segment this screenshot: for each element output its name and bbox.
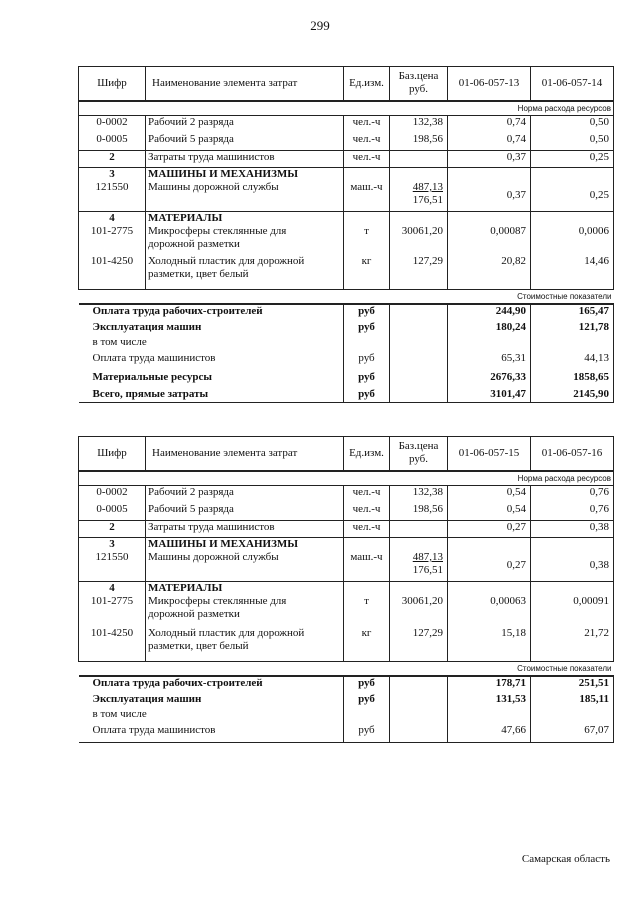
cost-value-2: 121,78 bbox=[531, 321, 614, 336]
row-price: 198,56 bbox=[390, 133, 448, 150]
cost-unit: руб bbox=[344, 388, 390, 403]
row-price bbox=[390, 551, 448, 581]
row-code: 0-0002 bbox=[79, 485, 146, 503]
row-code: 101-2775 bbox=[79, 595, 146, 627]
cost-name: Оплата труда машинистов bbox=[79, 724, 344, 743]
table-row bbox=[79, 595, 614, 627]
footer-region: Самарская область bbox=[521, 853, 610, 865]
section-row bbox=[79, 167, 614, 181]
section-code: 4 bbox=[79, 211, 146, 225]
row-value-1: 0,37 bbox=[448, 181, 531, 211]
row-price: 30061,20 bbox=[390, 595, 448, 627]
cost-name: Материальные ресурсы bbox=[92, 370, 212, 383]
row-price bbox=[390, 520, 448, 537]
cost-caption: Стоимостные показатели bbox=[79, 289, 614, 304]
row-value-1: 0,37 bbox=[448, 150, 531, 167]
cost-value-1: 244,90 bbox=[448, 304, 531, 321]
row-code: 0-0002 bbox=[79, 115, 146, 133]
table-row bbox=[79, 255, 614, 289]
header-unit: Ед.изм. bbox=[344, 67, 390, 101]
row-unit: чел.-ч bbox=[344, 115, 390, 133]
text-line: дорожной разметки bbox=[148, 238, 240, 250]
row-unit: чел.-ч bbox=[344, 503, 390, 520]
header-unit: Ед.изм. bbox=[344, 437, 390, 471]
text-line: 487,13 bbox=[412, 181, 443, 193]
cost-value-2: 185,11 bbox=[531, 693, 614, 708]
row-name: Рабочий 2 разряда bbox=[146, 485, 344, 503]
cost-caption: Стоимостные показатели bbox=[79, 661, 614, 676]
cost-value-1: 65,31 bbox=[448, 352, 531, 371]
page-number: 299 bbox=[310, 18, 330, 33]
row-price: 132,38 bbox=[390, 115, 448, 133]
row-name: Рабочий 2 разряда bbox=[146, 115, 344, 133]
table-row bbox=[79, 485, 614, 503]
row-code: 0-0005 bbox=[79, 133, 146, 150]
row-value-1: 0,74 bbox=[448, 115, 531, 133]
cost-row bbox=[79, 304, 614, 321]
row-value-2: 0,50 bbox=[531, 133, 614, 150]
cost-row bbox=[79, 371, 614, 388]
row-value-1: 0,54 bbox=[448, 485, 531, 503]
row-price: 127,29 bbox=[390, 627, 448, 661]
text-line: разметки, цвет белый bbox=[148, 640, 249, 652]
cost-unit: руб bbox=[344, 371, 390, 388]
row-value-2: 0,76 bbox=[531, 503, 614, 520]
row-value-1: 0,27 bbox=[448, 551, 531, 581]
cost-value-1: 3101,47 bbox=[448, 388, 531, 403]
cost-row bbox=[79, 352, 614, 371]
header-price bbox=[390, 67, 448, 101]
table-row bbox=[79, 115, 614, 133]
cost-value-2: 44,13 bbox=[531, 352, 614, 371]
row-price: 30061,20 bbox=[390, 225, 448, 255]
row-name: Затраты труда машинистов bbox=[146, 150, 344, 167]
cost-unit: руб bbox=[344, 693, 390, 708]
cost-name: в том числе bbox=[92, 707, 147, 720]
header-price bbox=[390, 437, 448, 471]
cost-name: Всего, прямые затраты bbox=[79, 388, 344, 403]
section-title: МАТЕРИАЛЫ bbox=[146, 211, 344, 225]
row-name bbox=[146, 627, 344, 661]
header-col1: 01-06-057-15 bbox=[448, 437, 531, 471]
section-row bbox=[79, 537, 614, 551]
row-unit: маш.-ч bbox=[344, 181, 390, 211]
cost-name: Оплата труда рабочих-строителей bbox=[92, 304, 263, 317]
table-row bbox=[79, 133, 614, 150]
cost-value-2: 1858,65 bbox=[531, 371, 614, 388]
row-unit: кг bbox=[344, 255, 390, 289]
cost-name: Оплата труда машинистов bbox=[92, 351, 216, 364]
cost-value-2: 2145,90 bbox=[531, 388, 614, 403]
row-code: 101-4250 bbox=[79, 255, 146, 289]
row-value-1: 0,00063 bbox=[448, 595, 531, 627]
resource-table-2 bbox=[78, 436, 614, 743]
cost-row bbox=[79, 724, 614, 743]
header-name: Наименование элемента затрат bbox=[146, 437, 344, 471]
row-unit: кг bbox=[344, 627, 390, 661]
cost-row bbox=[79, 676, 614, 693]
text-line: Холодный пластик для дорожной bbox=[148, 627, 305, 639]
cost-name: в том числе bbox=[92, 335, 147, 348]
row-name: Рабочий 5 разряда bbox=[146, 503, 344, 520]
text-line: разметки, цвет белый bbox=[148, 268, 249, 280]
header-col2: 01-06-057-14 bbox=[531, 67, 614, 101]
cost-name: Оплата труда рабочих-строителей bbox=[92, 676, 263, 689]
table-row bbox=[79, 520, 614, 537]
row-value-2: 0,0006 bbox=[531, 225, 614, 255]
cost-value-1: 131,53 bbox=[448, 693, 531, 708]
section-title: МАШИНЫ И МЕХАНИЗМЫ bbox=[146, 167, 344, 181]
row-unit: чел.-ч bbox=[344, 485, 390, 503]
row-value-2: 0,00091 bbox=[531, 595, 614, 627]
rate-caption: Норма расхода ресурсов bbox=[79, 101, 614, 116]
section-row bbox=[79, 211, 614, 225]
cost-unit: руб bbox=[344, 676, 390, 693]
row-name bbox=[146, 255, 344, 289]
row-name bbox=[146, 595, 344, 627]
cost-name: Эксплуатация машин bbox=[92, 692, 202, 705]
cost-row bbox=[79, 388, 614, 403]
table-row bbox=[79, 503, 614, 520]
row-value-2: 21,72 bbox=[531, 627, 614, 661]
row-value-1: 15,18 bbox=[448, 627, 531, 661]
cost-row bbox=[79, 336, 614, 352]
text-line: 176,51 bbox=[412, 564, 443, 576]
cost-unit: руб bbox=[344, 304, 390, 321]
text-line: дорожной разметки bbox=[148, 608, 240, 620]
row-code: 0-0005 bbox=[79, 503, 146, 520]
row-unit: чел.-ч bbox=[344, 520, 390, 537]
header-col2: 01-06-057-16 bbox=[531, 437, 614, 471]
cost-value-2: 251,51 bbox=[531, 676, 614, 693]
row-value-2: 0,76 bbox=[531, 485, 614, 503]
row-code: 101-2775 bbox=[79, 225, 146, 255]
cost-unit: руб bbox=[344, 321, 390, 336]
cost-unit: руб bbox=[344, 352, 390, 371]
text-line: Микросферы стеклянные для bbox=[148, 225, 287, 237]
cost-value-1: 47,66 bbox=[448, 724, 531, 743]
row-name: Машины дорожной службы bbox=[146, 551, 344, 581]
row-value-2: 0,38 bbox=[531, 520, 614, 537]
text-line: Баз.цена bbox=[398, 440, 439, 453]
section-row bbox=[79, 581, 614, 595]
row-name: Рабочий 5 разряда bbox=[146, 133, 344, 150]
row-code: 121550 bbox=[79, 181, 146, 211]
cost-value-1: 2676,33 bbox=[448, 371, 531, 388]
row-unit: чел.-ч bbox=[344, 133, 390, 150]
cost-value-2: 165,47 bbox=[531, 304, 614, 321]
section-code: 3 bbox=[79, 537, 146, 551]
row-value-2: 0,38 bbox=[531, 551, 614, 581]
section-code: 3 bbox=[79, 167, 146, 181]
row-name bbox=[146, 225, 344, 255]
row-unit: чел.-ч bbox=[344, 150, 390, 167]
row-code: 2 bbox=[79, 520, 146, 537]
text-line: руб. bbox=[408, 453, 429, 466]
row-price: 198,56 bbox=[390, 503, 448, 520]
cost-unit: руб bbox=[344, 724, 390, 743]
row-value-1: 0,54 bbox=[448, 503, 531, 520]
resource-table-1 bbox=[78, 66, 614, 403]
row-price: 132,38 bbox=[390, 485, 448, 503]
row-unit: т bbox=[344, 225, 390, 255]
table-row bbox=[79, 150, 614, 167]
table-row bbox=[79, 627, 614, 661]
section-title: МАТЕРИАЛЫ bbox=[146, 581, 344, 595]
rate-caption: Норма расхода ресурсов bbox=[79, 471, 614, 486]
text-line: 176,51 bbox=[412, 194, 443, 206]
row-value-2: 14,46 bbox=[531, 255, 614, 289]
cost-name: Эксплуатация машин bbox=[92, 320, 202, 333]
table-row bbox=[79, 181, 614, 211]
row-value-1: 0,00087 bbox=[448, 225, 531, 255]
row-price: 127,29 bbox=[390, 255, 448, 289]
header-code: Шифр bbox=[79, 67, 146, 101]
cost-row bbox=[79, 321, 614, 336]
cost-value-1: 178,71 bbox=[448, 676, 531, 693]
header-code: Шифр bbox=[79, 437, 146, 471]
row-name: Затраты труда машинистов bbox=[146, 520, 344, 537]
row-value-2: 0,50 bbox=[531, 115, 614, 133]
cost-value-2: 67,07 bbox=[531, 724, 614, 743]
section-code: 4 bbox=[79, 581, 146, 595]
row-code: 101-4250 bbox=[79, 627, 146, 661]
row-name: Машины дорожной службы bbox=[146, 181, 344, 211]
section-title: МАШИНЫ И МЕХАНИЗМЫ bbox=[146, 537, 344, 551]
table-row bbox=[79, 225, 614, 255]
row-code: 121550 bbox=[79, 551, 146, 581]
row-unit: т bbox=[344, 595, 390, 627]
header-name: Наименование элемента затрат bbox=[146, 67, 344, 101]
text-line: Микросферы стеклянные для bbox=[148, 595, 287, 607]
cost-value-1: 180,24 bbox=[448, 321, 531, 336]
text-line: Холодный пластик для дорожной bbox=[148, 255, 305, 267]
cost-row bbox=[79, 693, 614, 708]
row-unit: маш.-ч bbox=[344, 551, 390, 581]
row-value-2: 0,25 bbox=[531, 150, 614, 167]
row-price bbox=[390, 150, 448, 167]
table-row bbox=[79, 551, 614, 581]
text-line: руб. bbox=[408, 83, 429, 96]
row-value-1: 20,82 bbox=[448, 255, 531, 289]
text-line: 487,13 bbox=[412, 551, 443, 563]
header-col1: 01-06-057-13 bbox=[448, 67, 531, 101]
text-line: Баз.цена bbox=[398, 70, 439, 83]
row-value-1: 0,27 bbox=[448, 520, 531, 537]
row-value-2: 0,25 bbox=[531, 181, 614, 211]
cost-row bbox=[79, 708, 614, 724]
row-value-1: 0,74 bbox=[448, 133, 531, 150]
row-price bbox=[390, 181, 448, 211]
row-code: 2 bbox=[79, 150, 146, 167]
